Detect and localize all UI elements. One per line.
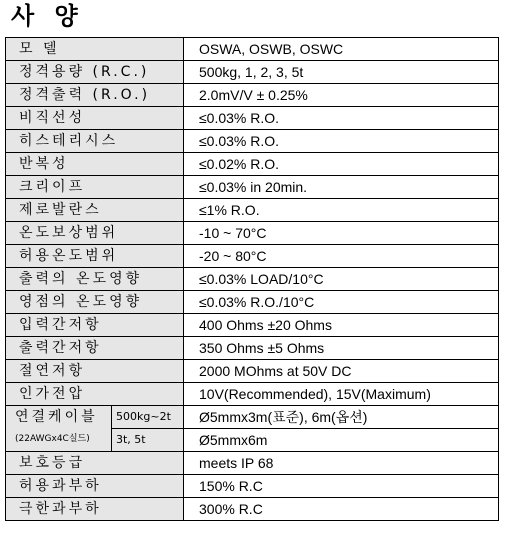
spec-value: ≤0.03% R.O. (184, 130, 499, 153)
table-row (6, 406, 499, 429)
cable-sublabel: (22AWGx4C실드) (15, 434, 90, 444)
cable-label-cell (6, 406, 112, 452)
spec-label: 히스테리시스 (6, 130, 184, 153)
spec-label: 영점의 온도영향 (6, 291, 184, 314)
spec-label: 출력간저항 (6, 337, 184, 360)
spec-label: 보호등급 (6, 452, 184, 475)
spec-value: OSWA, OSWB, OSWC (184, 38, 499, 61)
spec-value: ≤0.03% R.O./10°C (184, 291, 499, 314)
spec-value: 300% R.C (184, 498, 499, 521)
spec-value: Ø5mmx3m(표준), 6m(옵션) (184, 406, 499, 429)
spec-value: 2.0mV/V ± 0.25% (184, 84, 499, 107)
spec-value: 10V(Recommended), 15V(Maximum) (184, 383, 499, 406)
spec-label: 극한과부하 (6, 498, 184, 521)
spec-label: 제로발란스 (6, 199, 184, 222)
spec-value: meets IP 68 (184, 452, 499, 475)
spec-label: 정격용량 (R.C.) (6, 61, 184, 84)
spec-label: 출력의 온도영향 (6, 268, 184, 291)
spec-label: 반복성 (6, 153, 184, 176)
table-row (6, 61, 499, 84)
spec-label: 비직선성 (6, 107, 184, 130)
spec-label: 인가전압 (6, 383, 184, 406)
table-row (6, 153, 499, 176)
spec-value: ≤1% R.O. (184, 199, 499, 222)
table-row (6, 383, 499, 406)
spec-label: 허용온도범위 (6, 245, 184, 268)
table-row (6, 475, 499, 498)
spec-value: 350 Ohms ±5 Ohms (184, 337, 499, 360)
cable-capacity: 3t, 5t (112, 429, 184, 452)
spec-value: ≤0.03% in 20min. (184, 176, 499, 199)
table-row (6, 130, 499, 153)
cable-capacity: 500kg~2t (112, 406, 184, 429)
table-row (6, 107, 499, 130)
spec-value: -10 ~ 70°C (184, 222, 499, 245)
table-row (6, 176, 499, 199)
table-row (6, 222, 499, 245)
spec-label: 온도보상범위 (6, 222, 184, 245)
spec-label: 정격출력 (R.O.) (6, 84, 184, 107)
page-title: 사 양 (11, 2, 84, 30)
spec-label: 허용과부하 (6, 475, 184, 498)
table-row (6, 360, 499, 383)
spec-value: -20 ~ 80°C (184, 245, 499, 268)
spec-value: Ø5mmx6m (184, 429, 499, 452)
spec-value: 150% R.C (184, 475, 499, 498)
table-row (6, 38, 499, 61)
spec-label: 모 델 (6, 38, 184, 61)
spec-value: ≤0.03% R.O. (184, 107, 499, 130)
spec-value: ≤0.02% R.O. (184, 153, 499, 176)
table-row (6, 498, 499, 521)
spec-value: 400 Ohms ±20 Ohms (184, 314, 499, 337)
spec-label: 크리이프 (6, 176, 184, 199)
spec-value: 500kg, 1, 2, 3, 5t (184, 61, 499, 84)
spec-label: 입력간저항 (6, 314, 184, 337)
table-row (6, 337, 499, 360)
spec-label: 절연저항 (6, 360, 184, 383)
table-row (6, 199, 499, 222)
spec-value: 2000 MOhms at 50V DC (184, 360, 499, 383)
spec-table (5, 37, 499, 521)
spec-value: ≤0.03% LOAD/10°C (184, 268, 499, 291)
table-row (6, 314, 499, 337)
table-row (6, 84, 499, 107)
table-row (6, 291, 499, 314)
table-row (6, 452, 499, 475)
table-row (6, 268, 499, 291)
cable-label: 연결케이블 (15, 409, 98, 425)
table-row (6, 245, 499, 268)
